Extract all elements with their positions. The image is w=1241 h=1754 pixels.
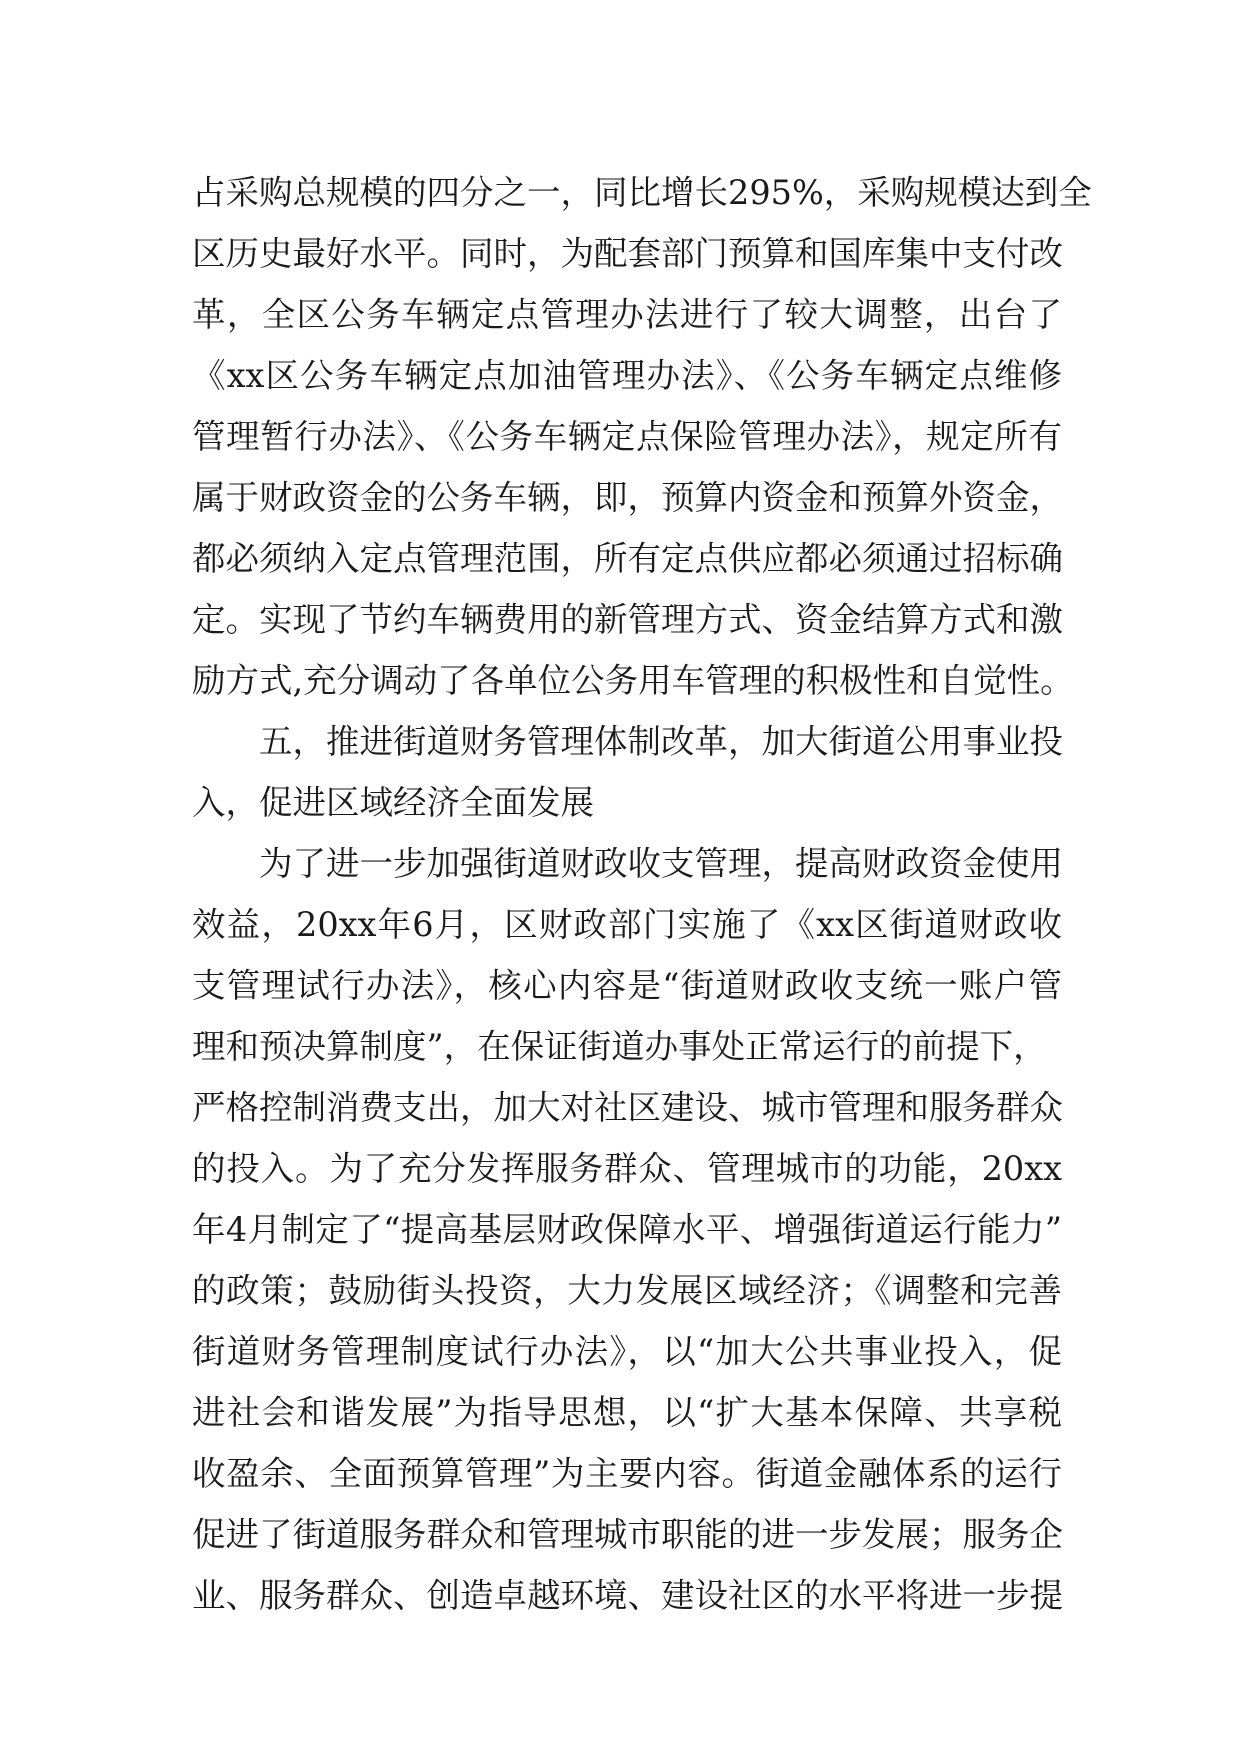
text-line: 业、服务群众、创造卓越环境、建设社区的水平将进一步提 [192,1576,1063,1615]
text-line: 年4月制定了“提高基层财政保障水平、增强街道运行能力” [192,1210,1062,1249]
text-line: 严格控制消费支出，加大对社区建设、城市管理和服务群众 [192,1088,1063,1127]
text-line: 效益，20xx年6月，区财政部门实施了《xx区街道财政收 [192,905,1062,944]
text-line: 定。实现了节约车辆费用的新管理方式、资金结算方式和激 [192,600,1063,639]
text-line: 进社会和谐发展”为指导思想，以“扩大基本保障、共享税 [192,1393,1062,1432]
text-line: 收盈余、全面预算管理”为主要内容。街道金融体系的运行 [192,1454,1062,1493]
text-line: 管理暂行办法》、《公务车辆定点保险管理办法》，规定所有 [192,417,1062,456]
text-line: 促进了街道服务群众和管理城市职能的进一步发展；服务企 [192,1515,1063,1554]
text-line: 的政策；鼓励街头投资，大力发展区域经济；《调整和完善 [192,1271,1062,1310]
text-line: 支管理试行办法》，核心内容是“街道财政收支统一账户管 [192,966,1062,1005]
text-line: 属于财政资金的公务车辆，即，预算内资金和预算外资金， [192,478,1063,517]
text-line: 理和预决算制度”，在保证街道办事处正常运行的前提下， [192,1027,1047,1066]
text-line: 都必须纳入定点管理范围，所有定点供应都必须通过招标确 [192,539,1063,578]
document-body [192,162,1092,1626]
text-line: 《xx区公务车辆定点加油管理办法》、《公务车辆定点维修 [192,356,1062,395]
text-line: 区历史最好水平。同时，为配套部门预算和国库集中支付改 [192,234,1063,273]
text-line: 革，全区公务车辆定点管理办法进行了较大调整，出台了 [192,295,1062,334]
text-line: 入，促进区域经济全面发展 [192,783,594,822]
text-line: 占采购总规模的四分之一，同比增长295%，采购规模达到全 [192,173,1092,212]
text-line: 励方式,充分调动了各单位公务用车管理的积极性和自觉性。 [192,661,1074,700]
text-line: 为了进一步加强街道财政收支管理，提高财政资金使用 [259,844,1063,883]
text-line: 的投入。为了充分发挥服务群众、管理城市的功能，20xx [192,1149,1062,1188]
text-line: 街道财务管理制度试行办法》，以“加大公共事业投入，促 [192,1332,1062,1371]
text-line: 五，推进街道财务管理体制改革，加大街道公用事业投 [259,722,1063,761]
